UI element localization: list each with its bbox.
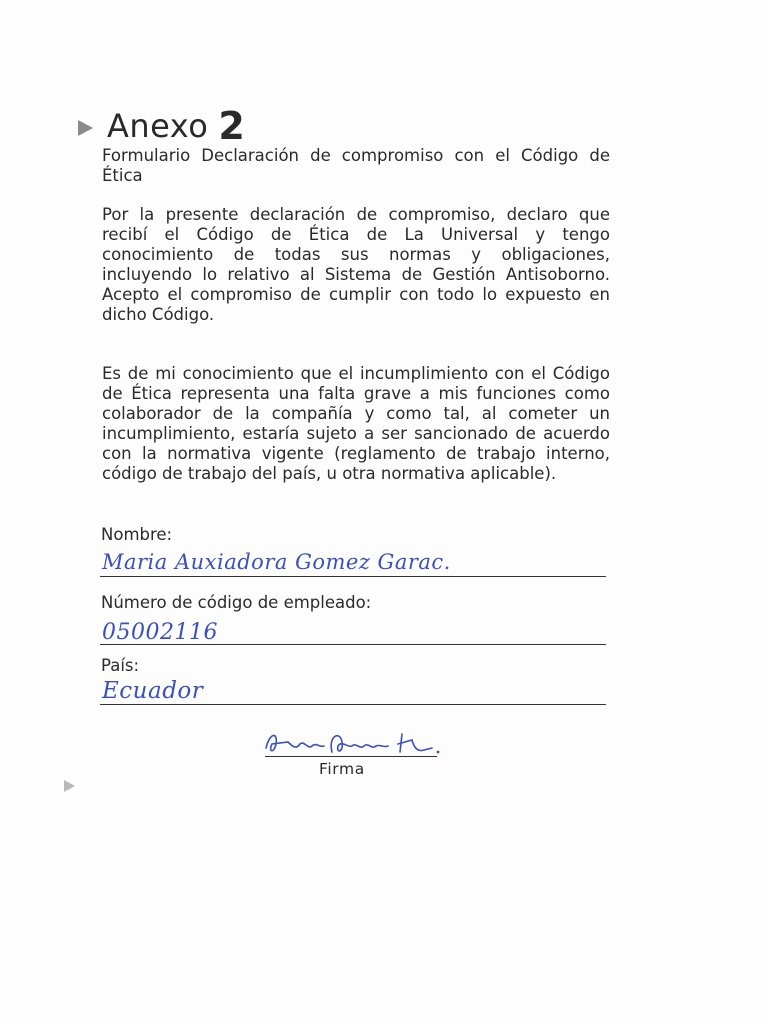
declaration-paragraph-2: Es de mi conocimiento que el incumplimiento con el Código de Ética representa una falta grave a mis funciones como colaborador de la compañía y como tal, al cometer un incumplimiento, estaría sujeto a ser sancionado de acuerdo con la normativa vigente (reglamento de trabajo interno, código de trabajo del país, u otra normativa aplicable). [102, 364, 610, 483]
heading-number: 2 [218, 104, 245, 148]
name-label: Nombre: [101, 525, 173, 544]
annex-heading [78, 104, 245, 148]
country-label: País: [101, 656, 140, 675]
name-underline [100, 576, 606, 577]
form-subtitle: Formulario Declaración de compromiso con el Código de Ética [102, 146, 610, 185]
declaration-paragraph-1: Por la presente declaración de compromiso, declaro que recibí el Código de Ética de La Universal y tengo conocimiento de todas sus normas y obligaciones, incluyendo lo relativo al Sistema de Gestión Antisoborno. Acepto el compromiso de cumplir con todo lo expuesto en dicho Código. [102, 205, 610, 324]
margin-arrow-icon [64, 780, 75, 792]
heading-word: Anexo [107, 107, 209, 145]
signature-line [265, 756, 437, 757]
employee-code-handwritten-value: 05002116 [102, 620, 218, 645]
country-underline [100, 704, 606, 705]
triangle-arrow-icon [78, 120, 93, 136]
country-handwritten-value: Ecuador [102, 678, 204, 704]
employee-code-label: Número de código de empleado: [101, 593, 372, 612]
employee-code-underline [100, 644, 606, 645]
name-handwritten-value: Maria Auxiadora Gomez Garac. [102, 550, 451, 574]
signature-label: Firma [319, 760, 365, 778]
